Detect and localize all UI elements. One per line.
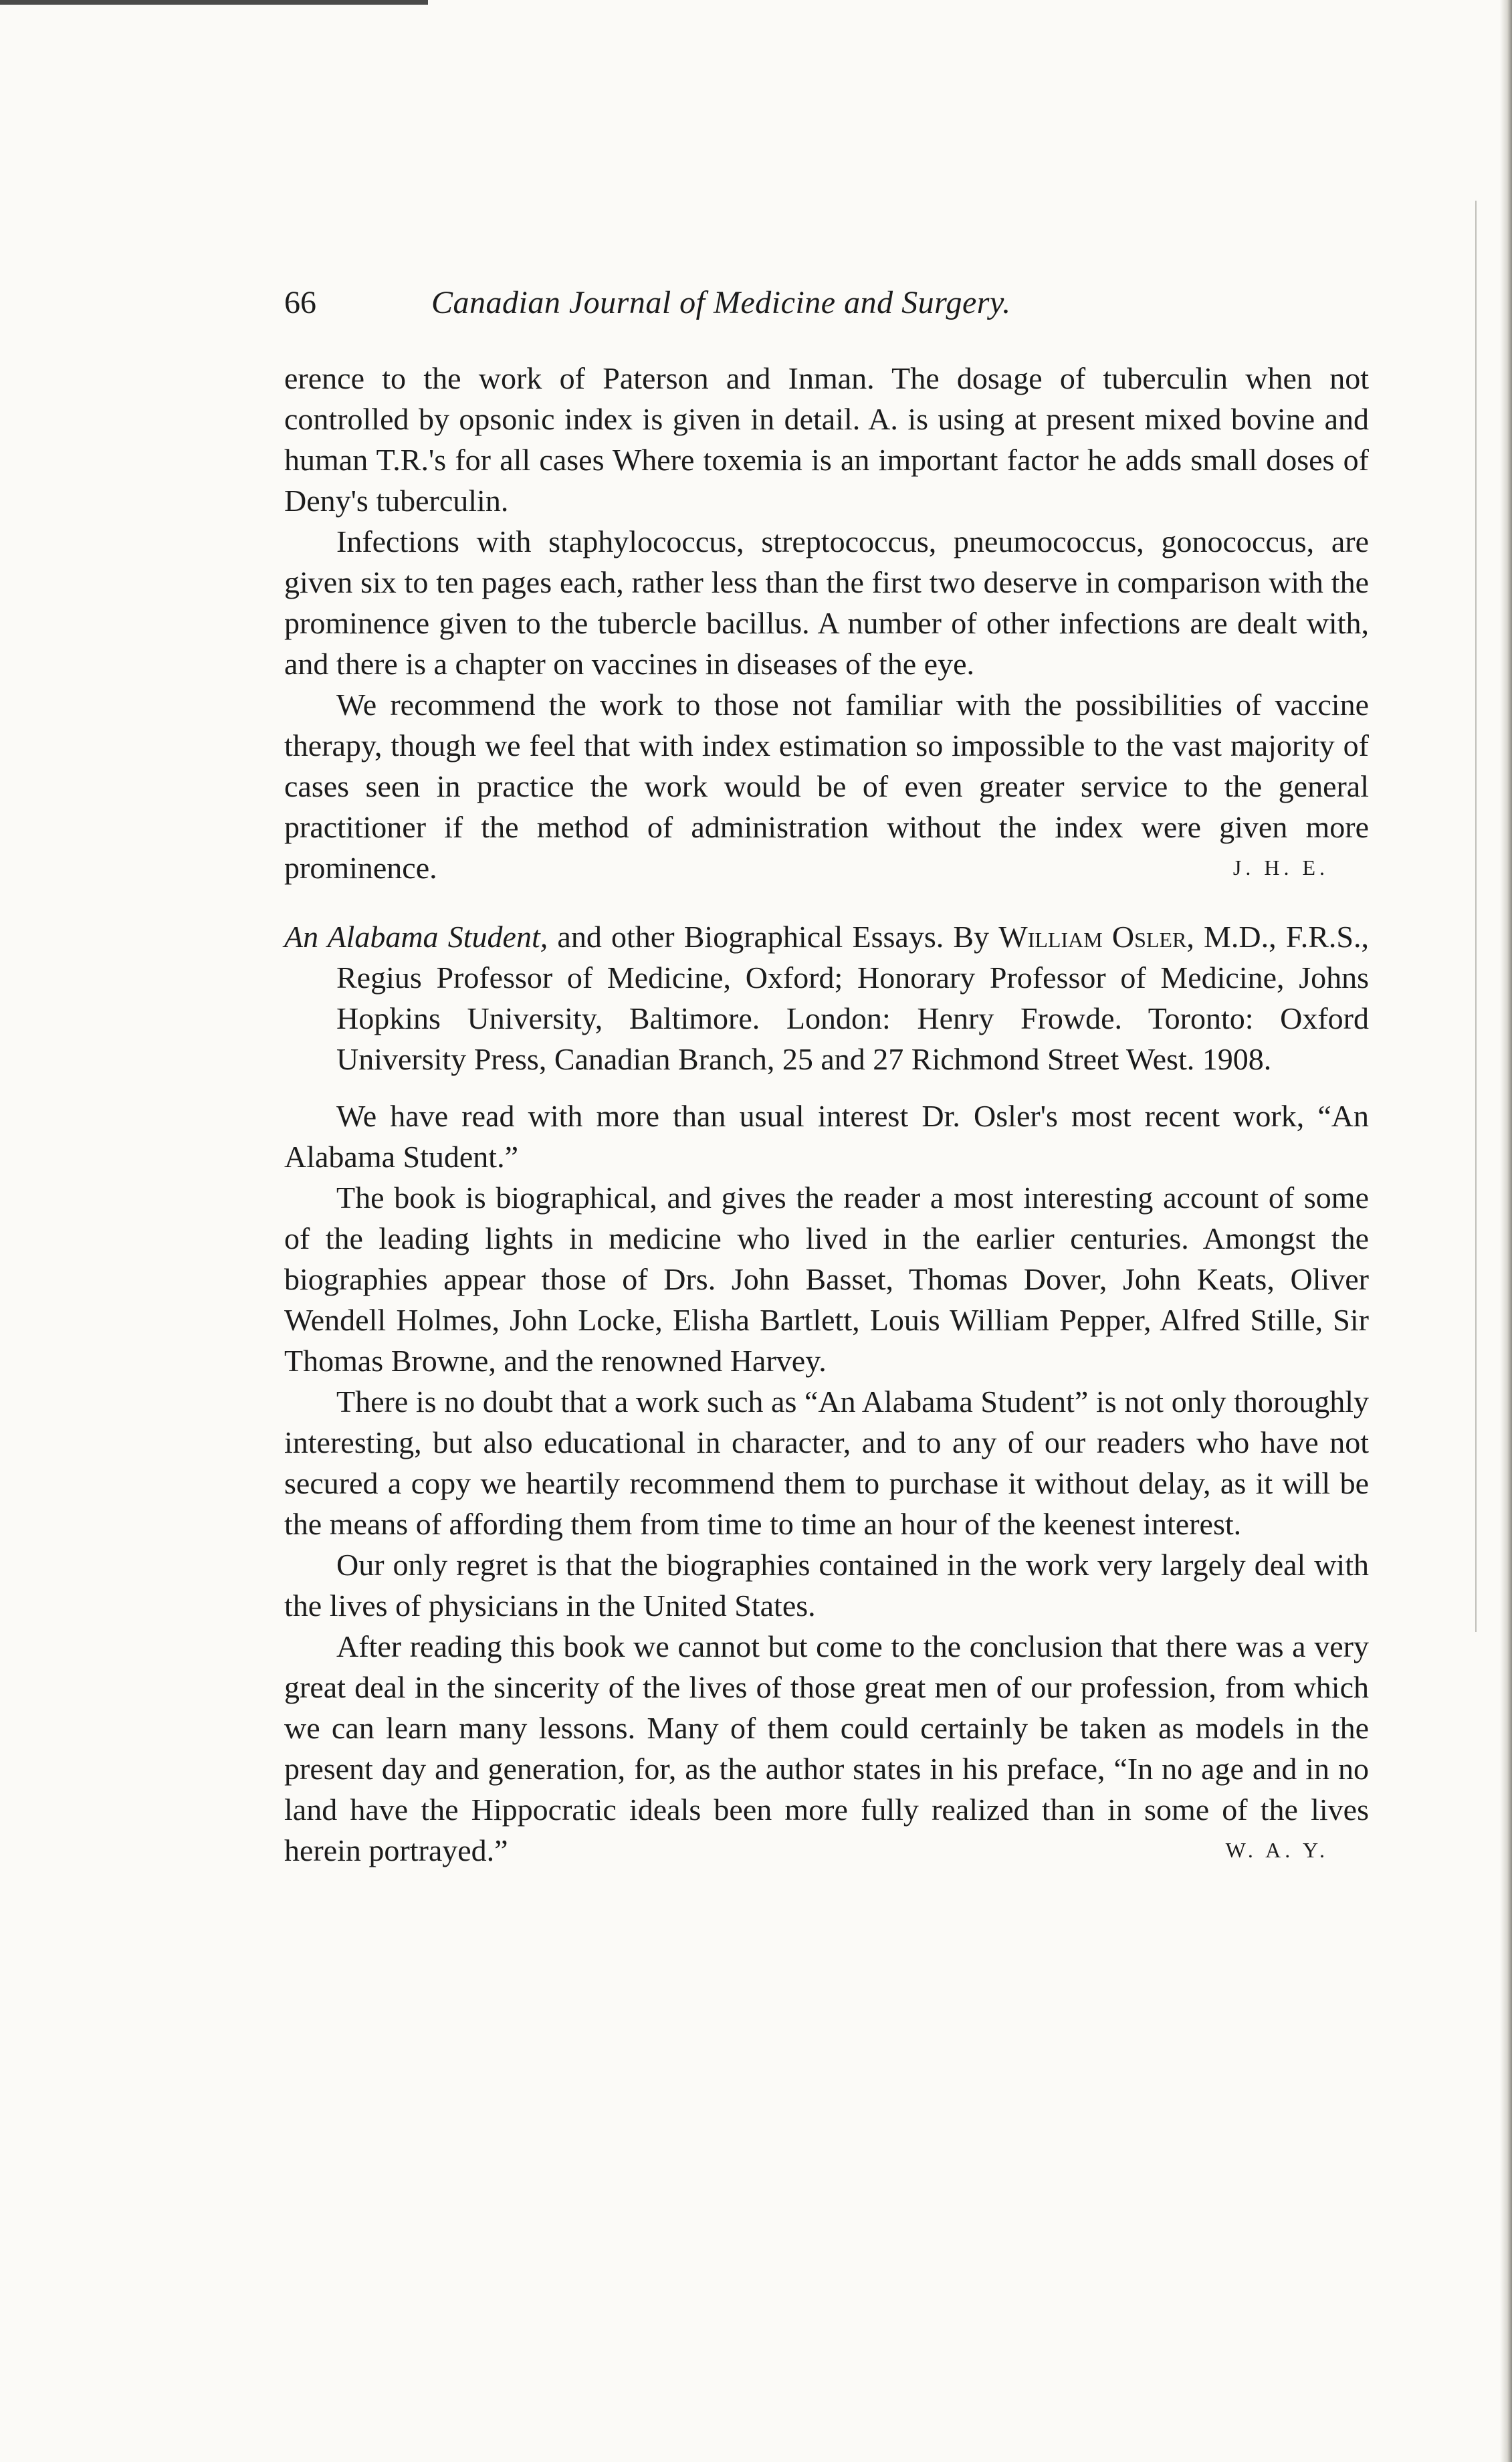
- review1-paragraph: erence to the work of Paterson and Inman. The dosage of tuberculin when not controlled by opsonic index is given in detail. A. is using at present mixed bovine and human T.R.'s for all cases Where toxemia is an important factor he adds small doses of Deny's tuberculin.: [284, 361, 1369, 518]
- review2-paragraph: Our only regret is that the biographies contained in the work very largely deal with the lives of physicians in the United States.: [284, 1548, 1369, 1623]
- review-vaccine-therapy: [284, 358, 1369, 888]
- book-heading: [284, 916, 1369, 1080]
- book-publication-details: , M.D., F.R.S., Regius Professor of Medicine, Oxford; Honorary Professor of Medicine, Johns Hopkins University, Baltimore. London: Henry Frowde. Toronto: Oxford University Press, Canadian Branch, 25 and 27 Richmond Street West. 1908.: [336, 920, 1369, 1076]
- page-number: 66: [284, 285, 316, 320]
- reviewer-initials: W. A. Y.: [1225, 1838, 1329, 1862]
- page-margin-line: [1475, 201, 1477, 1632]
- review2-paragraph: We have read with more than usual interest Dr. Osler's most recent work, “An Alabama Student.”: [284, 1099, 1369, 1174]
- review2-paragraph-text: After reading this book we cannot but come to the conclusion that there was a very great deal in the sincerity of the lives of those great men of our profession, from which we can learn many lessons. Many of them could certainly be taken as models in the present day and generation, for, as the author states in his preface, “In no age and in no land have the Hippocratic ideals been more fully realized than in some of the lives herein portrayed.”: [284, 1629, 1369, 1867]
- review1-paragraph-text: We recommend the work to those not familiar with the possibilities of vaccine therapy, though we feel that with index estimation so impossible to the vast majority of cases seen in practice the work would be of even greater service to the general practitioner if the method of administration without the index were given more prominence.: [284, 688, 1369, 885]
- reviewer-initials: J. H. E.: [1232, 855, 1329, 880]
- review2-paragraph-final: [284, 1626, 1369, 1871]
- book-heading-text: and other Biographical Essays. By: [548, 920, 999, 954]
- page-edge-shadow: [1500, 0, 1512, 2462]
- journal-title: Canadian Journal of Medicine and Surgery.: [431, 285, 1011, 320]
- review2-paragraph: There is no doubt that a work such as “An Alabama Student” is not only thoroughly interesting, but also educational in character, and to any of our readers who have not secured a copy we heartily recommend them to purchase it without delay, as it will be the means of affording them from time to time an hour of the keenest interest.: [284, 1384, 1369, 1541]
- book-author: William Osler: [998, 920, 1187, 954]
- review1-paragraph: Infections with staphylococcus, streptococcus, pneumococcus, gonococcus, are given six to ten pages each, rather less than the first two deserve in comparison with the prominence given to the tubercle bacillus. A number of other infections are dealt with, and there is a chapter on vaccines in diseases of the eye.: [284, 524, 1369, 681]
- review2-paragraph: The book is biographical, and gives the reader a most interesting account of some of the leading lights in medicine who lived in the earlier centuries. Amongst the biographies appear those of Drs. John Basset, Thomas Dover, John Keats, Oliver Wendell Holmes, John Locke, Elisha Bartlett, Louis William Pepper, Alfred Stille, Sir Thomas Browne, and the renowned Harvey.: [284, 1181, 1369, 1378]
- scan-top-rule: [0, 0, 428, 5]
- document-page: [284, 284, 1369, 1871]
- review-alabama-student: [284, 916, 1369, 1871]
- book-title: An Alabama Student,: [284, 920, 548, 954]
- review1-paragraph-final: [284, 684, 1369, 888]
- running-header: [284, 284, 1369, 358]
